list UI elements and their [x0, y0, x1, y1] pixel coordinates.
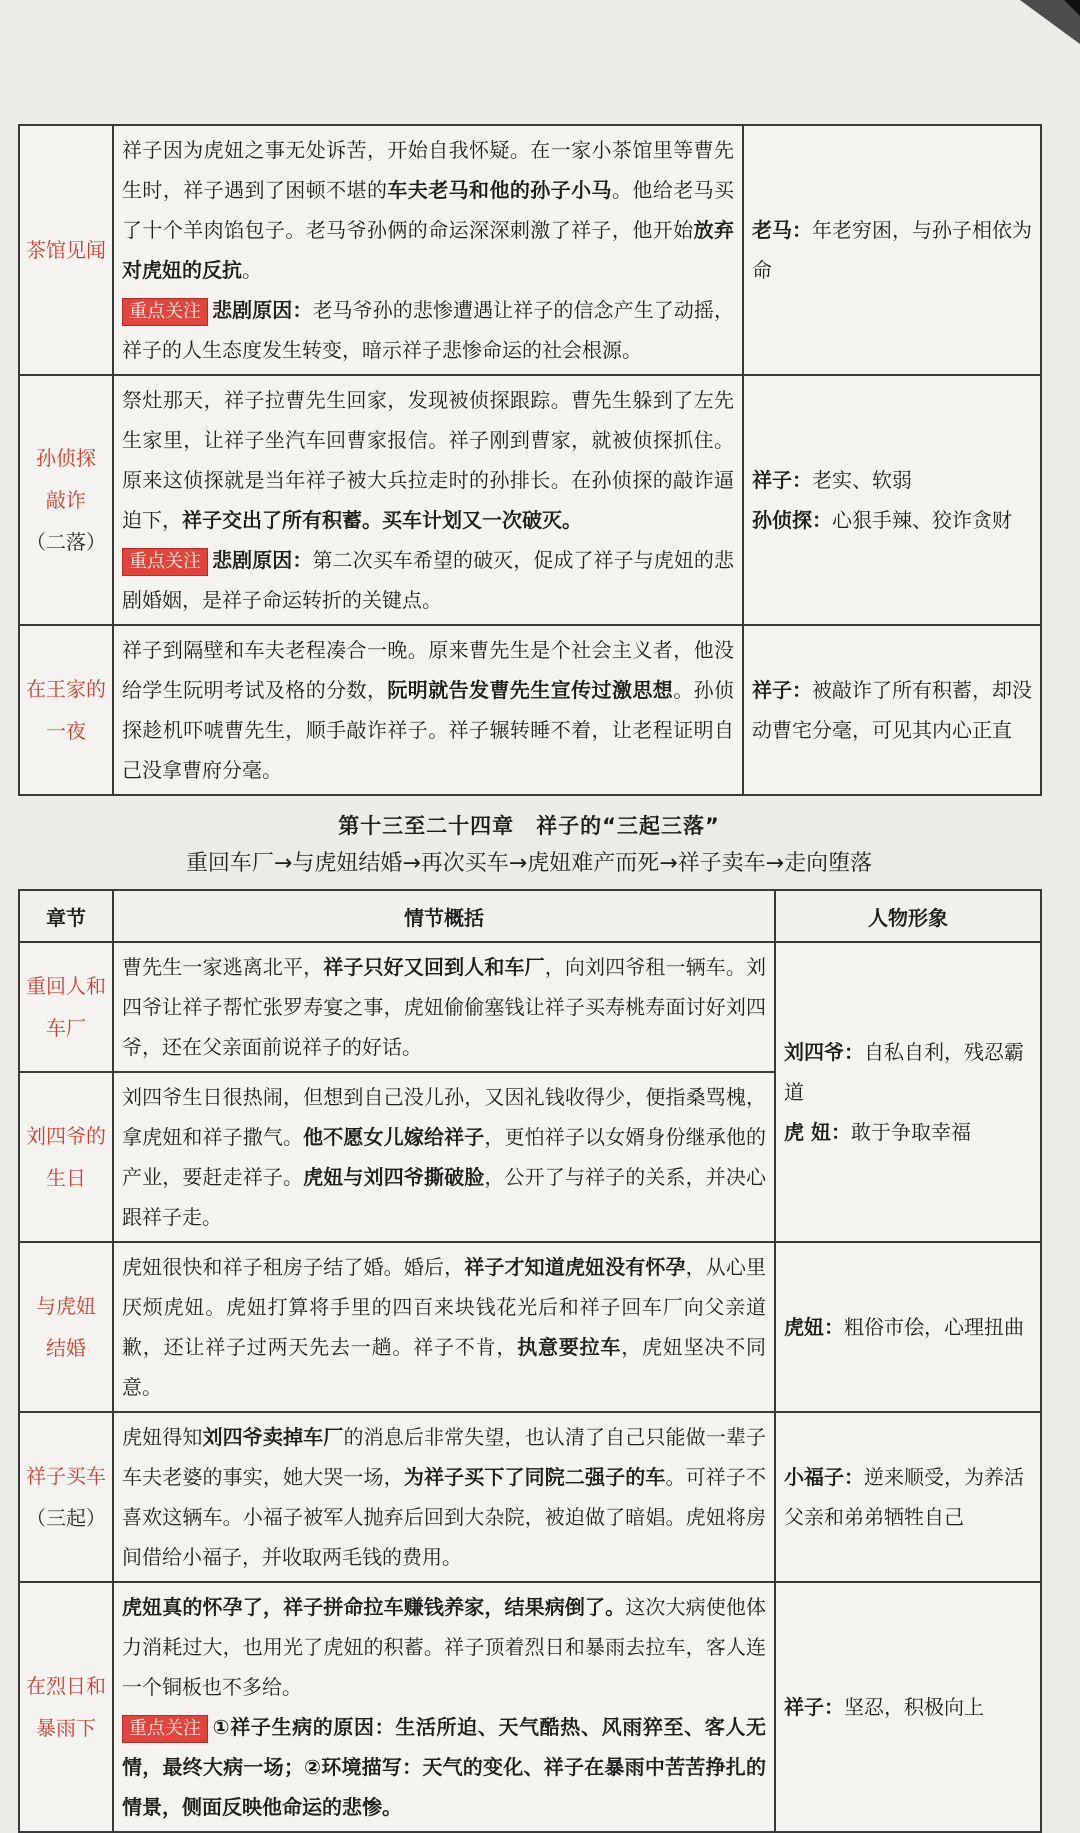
text-segment: ，公开了与祥子的关系，并决心跟祥子走。: [122, 1165, 767, 1229]
bold-text: 祥子：: [752, 468, 812, 492]
summary-cell: [113, 1242, 775, 1412]
text-segment: 祭灶那天，祥子拉曹先生回家，发现被侦探跟踪。曹先生躲到了左先生家里，让祥子坐汽车回曹家报信。祥子刚到曹家，就被侦探抓住。原来这侦探就是当年祥子被大兵拉走时的孙排长。在孙侦探的敲诈逼迫下，: [122, 388, 734, 532]
character-cell: [743, 125, 1041, 375]
summary-cell: [113, 942, 775, 1072]
text-segment: 老马爷孙的悲惨遭遇让祥子的信念产生了动摇，祥子的人生态度发生转变，暗示祥子悲惨命运的社会根源。: [122, 298, 735, 362]
bold-text: 。买车计划又一次破灭。: [362, 508, 582, 532]
text-segment: 心狠手辣、狡诈贪财: [832, 508, 1012, 532]
text-segment: 。可祥子不喜欢这辆车。小福子被军人抛弃后回到大杂院，被迫做了暗娼。虎妞将房间借给小福子，并收取两毛钱的费用。: [122, 1465, 767, 1569]
text-segment: 。: [242, 258, 262, 282]
section-title: 第十三至二十四章 祥子的“三起三落”: [338, 814, 720, 838]
bold-text: 车夫老马和他的孙子小马: [387, 178, 612, 202]
text-segment: ，从心里厌烦虎妞。虎妞打算将手里的四百来块钱花光后和祥子回车厂向父亲道歉，还让祥子过两天先去一趟。祥子不肯，: [122, 1255, 767, 1359]
bold-text: ①祥子生病的原因：生活所迫、天气酷热、风雨猝至、客人无情，最终大病一场；②环境描写：天气的变化、祥子在暴雨中苦苦挣扎的情景，侧面反映他命运的悲惨。: [122, 1715, 766, 1819]
summary-cell: [113, 625, 743, 795]
text-segment: 老实、软弱: [812, 468, 912, 492]
plot-table-part1: [18, 124, 1042, 796]
bold-text: 小福子：: [784, 1465, 864, 1489]
bold-text: 祥子交出了所有积蓄: [182, 508, 362, 532]
table-row: [19, 375, 1041, 625]
table-row: [19, 625, 1041, 795]
bold-text: 祥子：: [784, 1695, 844, 1719]
text-segment: 虎妞得知: [122, 1425, 203, 1449]
summary-cell: [113, 1072, 775, 1242]
table-header-row: [19, 890, 1041, 942]
bold-text: 悲剧原因：: [212, 298, 313, 322]
summary-cell: [113, 1412, 775, 1582]
bold-text: 祥子才知道虎妞没有怀孕: [464, 1255, 686, 1279]
character-cell: [743, 375, 1041, 625]
bold-text: 孙侦探：: [752, 508, 832, 532]
bold-text: 刘四爷卖掉车厂: [202, 1425, 344, 1449]
chapter-cell: 与虎妞 结婚: [19, 1242, 113, 1412]
table-row: [19, 125, 1041, 375]
text-segment: 这次大病使他体力消耗过大，也用光了虎妞的积蓄。祥子顶着烈日和暴雨去拉车，客人连一个铜板也不多给。: [122, 1595, 767, 1699]
bold-text: 老马：: [752, 218, 812, 242]
page-corner-mark: [1020, 0, 1080, 44]
chapter-cell: 茶馆见闻: [19, 125, 113, 375]
character-cell: [775, 1242, 1041, 1412]
character-cell: [775, 1582, 1041, 1832]
bold-text: 悲剧原因：: [212, 548, 313, 572]
focus-tag: 重点关注: [122, 548, 208, 576]
summary-cell: [113, 125, 743, 375]
chapter-cell: 在烈日和 暴雨下: [19, 1582, 113, 1832]
summary-cell: [113, 1582, 775, 1832]
text-segment: 曹先生一家逃离北平，: [122, 955, 324, 979]
text-segment: 祥子到隔壁和车夫老程凑合一晚。原来曹先生是个社会主义者，他没给学生阮明考试及格的分数，: [122, 638, 734, 702]
text-segment: 敢于争取幸福: [850, 1120, 971, 1144]
summary-cell: [113, 375, 743, 625]
character-cell: [743, 625, 1041, 795]
chapter-cell: 刘四爷的 生日: [19, 1072, 113, 1242]
bold-text: 刘四爷：: [784, 1040, 864, 1064]
bold-text: 放弃对虎妞的反抗: [122, 218, 735, 282]
text-segment: 第二次买车希望的破灭，促成了祥子与虎妞的悲剧婚姻，是祥子命运转折的关键点。: [122, 548, 735, 612]
bold-text: 虎妞：: [784, 1315, 844, 1339]
focus-tag: 重点关注: [122, 298, 208, 326]
header-chapter: 章节: [19, 890, 113, 942]
text-segment: 的消息后非常失望，也认清了自己只能做一辈子车夫老婆的事实，她大哭一场，: [122, 1425, 767, 1489]
table-row: [19, 1242, 1041, 1412]
text-segment: 祥子因为虎妞之事无处诉苦，开始自我怀疑。在一家小茶馆里等曹先生时，祥子遇到了困顿不堪的: [122, 138, 734, 202]
bold-text: 为祥子买下了同院二强子的车: [403, 1465, 666, 1489]
focus-tag: 重点关注: [122, 1715, 208, 1743]
table-row: [19, 942, 1041, 1072]
bold-text: 阮明就告发曹先生宣传过激思想: [387, 678, 674, 702]
bold-text: 祥子：: [752, 678, 812, 702]
chapter-cell: 孙侦探 敲诈 （二落）: [19, 375, 113, 625]
text-segment: 坚忍，积极向上: [844, 1695, 984, 1719]
text-segment: 刘四爷生日很热闹，但想到自己没儿孙，又因礼钱收得少，便指桑骂槐，拿虎妞和祥子撒气。: [122, 1085, 766, 1149]
text-segment: 自私自利，残忍霸道: [784, 1040, 1024, 1104]
header-summary: 情节概括: [113, 890, 775, 942]
character-cell: [775, 1412, 1041, 1582]
bold-text: 虎 妞：: [784, 1120, 851, 1144]
text-segment: ，虎妞坚决不同意。: [122, 1335, 767, 1399]
text-segment: 逆来顺受，为养活父亲和弟弟牺牲自己: [784, 1465, 1024, 1529]
plot-table-part2: [18, 889, 1042, 1833]
page-content: [18, 124, 1040, 1833]
chapter-cell: 祥子买车 （三起）: [19, 1412, 113, 1582]
text-segment: 粗俗市侩，心理扭曲: [844, 1315, 1024, 1339]
header-character: 人物形象: [775, 890, 1041, 942]
text-segment: 虎妞很快和祥子租房子结了婚。婚后，: [122, 1255, 465, 1279]
text-segment: 被敲诈了所有积蓄，却没动曹宅分毫，可见其内心正直: [752, 678, 1032, 742]
text-segment: 。他给老马买了十个羊肉馅包子。老马爷孙俩的命运深深刺激了祥子，他开始: [122, 178, 735, 242]
chapter-cell: 在王家的 一夜: [19, 625, 113, 795]
bold-text: 他不愿女儿嫁给祥子: [303, 1125, 485, 1149]
bold-text: 执意要拉车: [517, 1335, 622, 1359]
text-segment: ，向刘四爷租一辆车。刘四爷让祥子帮忙张罗寿宴之事，虎妞偷偷塞钱让祥子买寿桃寿面讨好刘四爷，还在父亲面前说祥子的好话。: [122, 955, 767, 1059]
character-cell: [775, 942, 1041, 1242]
text-segment: 年老穷困，与孙子相依为命: [752, 218, 1032, 282]
bold-text: 虎妞真的怀孕了，祥子拼命拉车赚钱养家，结果病倒了。: [122, 1595, 626, 1619]
text-segment: 。孙侦探趁机吓唬曹先生，顺手敲诈祥子。祥子辗转睡不着，让老程证明自己没拿曹府分毫。: [122, 678, 735, 782]
bold-text: 祥子只好又回到人和车厂: [323, 955, 545, 979]
table-row: [19, 1582, 1041, 1832]
section-subtitle: 重回车厂→与虎妞结婚→再次买车→虎妞难产而死→祥子卖车→走向堕落: [185, 851, 873, 876]
chapter-cell: 重回人和 车厂: [19, 942, 113, 1072]
bold-text: 虎妞与刘四爷撕破脸: [303, 1165, 485, 1189]
text-segment: ，更怕祥子以女婿身份继承他的产业，要赶走祥子。: [122, 1125, 767, 1189]
table-row: [19, 1412, 1041, 1582]
